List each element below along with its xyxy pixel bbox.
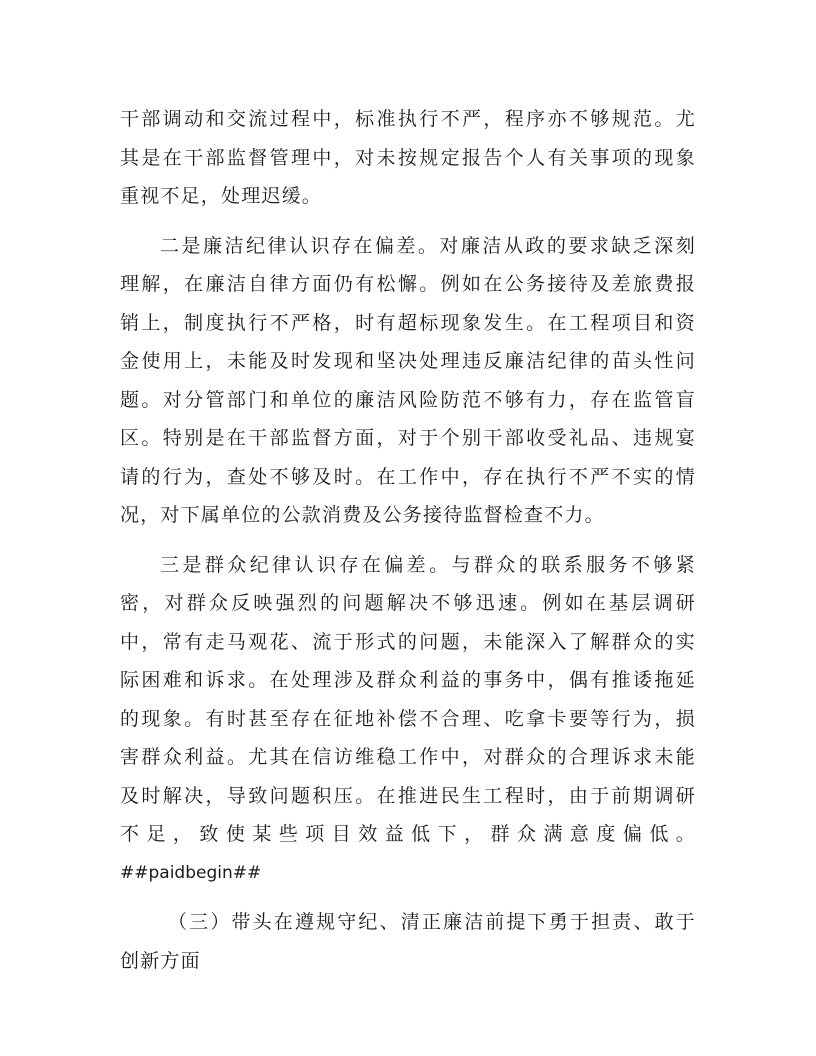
text-line: 二是廉洁纪律认识存在偏差。对廉洁从政的要求缺乏深刻 <box>160 234 696 257</box>
text-line: 理解，在廉洁自律方面仍有松懈。例如在公务接待及差旅费报 <box>120 273 696 295</box>
text-line: 销上，制度执行不严格，时有超标现象发生。在工程项目和资 <box>120 311 696 334</box>
text-line: 中，常有走马观花、流于形式的问题，未能深入了解群众的实 <box>120 630 696 653</box>
text-line: 区。特别是在干部监督方面，对于个别干部收受礼品、违规宴 <box>120 427 696 449</box>
text-line: 请的行为，查处不够及时。在工作中，存在执行不严不实的情 <box>120 465 696 488</box>
text-line: 其是在干部监督管理中，对未按规定报告个人有关事项的现象 <box>120 146 696 169</box>
text-line: 题。对分管部门和单位的廉洁风险防范不够有力，存在监管盲 <box>120 388 696 411</box>
paid-begin-marker: ##paidbegin## <box>120 862 262 883</box>
text-line: 及时解决，导致问题积压。在推进民生工程时，由于前期调研 <box>120 784 696 807</box>
text-line: 际困难和诉求。在处理涉及群众利益的事务中，偶有推诿拖延 <box>120 669 696 691</box>
text-line: 况，对下属单位的公款消费及公务接待监督检查不力。 <box>120 504 605 526</box>
text-line: 的现象。有时甚至存在征地补偿不合理、吃拿卡要等行为，损 <box>120 707 696 730</box>
text-line: 金使用上，未能及时发现和坚决处理违反廉洁纪律的苗头性问 <box>120 350 696 372</box>
text-line: 创新方面 <box>120 949 201 972</box>
text-line: 害群众利益。尤其在信访维稳工作中，对群众的合理诉求未能 <box>120 746 696 768</box>
text-line: 密，对群众反映强烈的问题解决不够迅速。例如在基层调研 <box>120 592 696 614</box>
text-line: （三）带头在遵规守纪、清正廉洁前提下勇于担责、敢于 <box>168 911 696 933</box>
paragraph <box>120 546 696 893</box>
section-heading <box>120 903 696 980</box>
document-page <box>120 100 696 980</box>
paragraph <box>120 227 696 535</box>
text-line: 重视不足，处理迟缓。 <box>120 185 323 207</box>
text-line: 干部调动和交流过程中，标准执行不严，程序亦不够规范。尤 <box>120 108 696 130</box>
paragraph <box>120 100 696 216</box>
text-line: 三是群众纪律认识存在偏差。与群众的联系服务不够紧 <box>160 553 696 576</box>
text-line: 不足，致使某些项目效益低下，群众满意度偏低。 <box>120 823 696 845</box>
